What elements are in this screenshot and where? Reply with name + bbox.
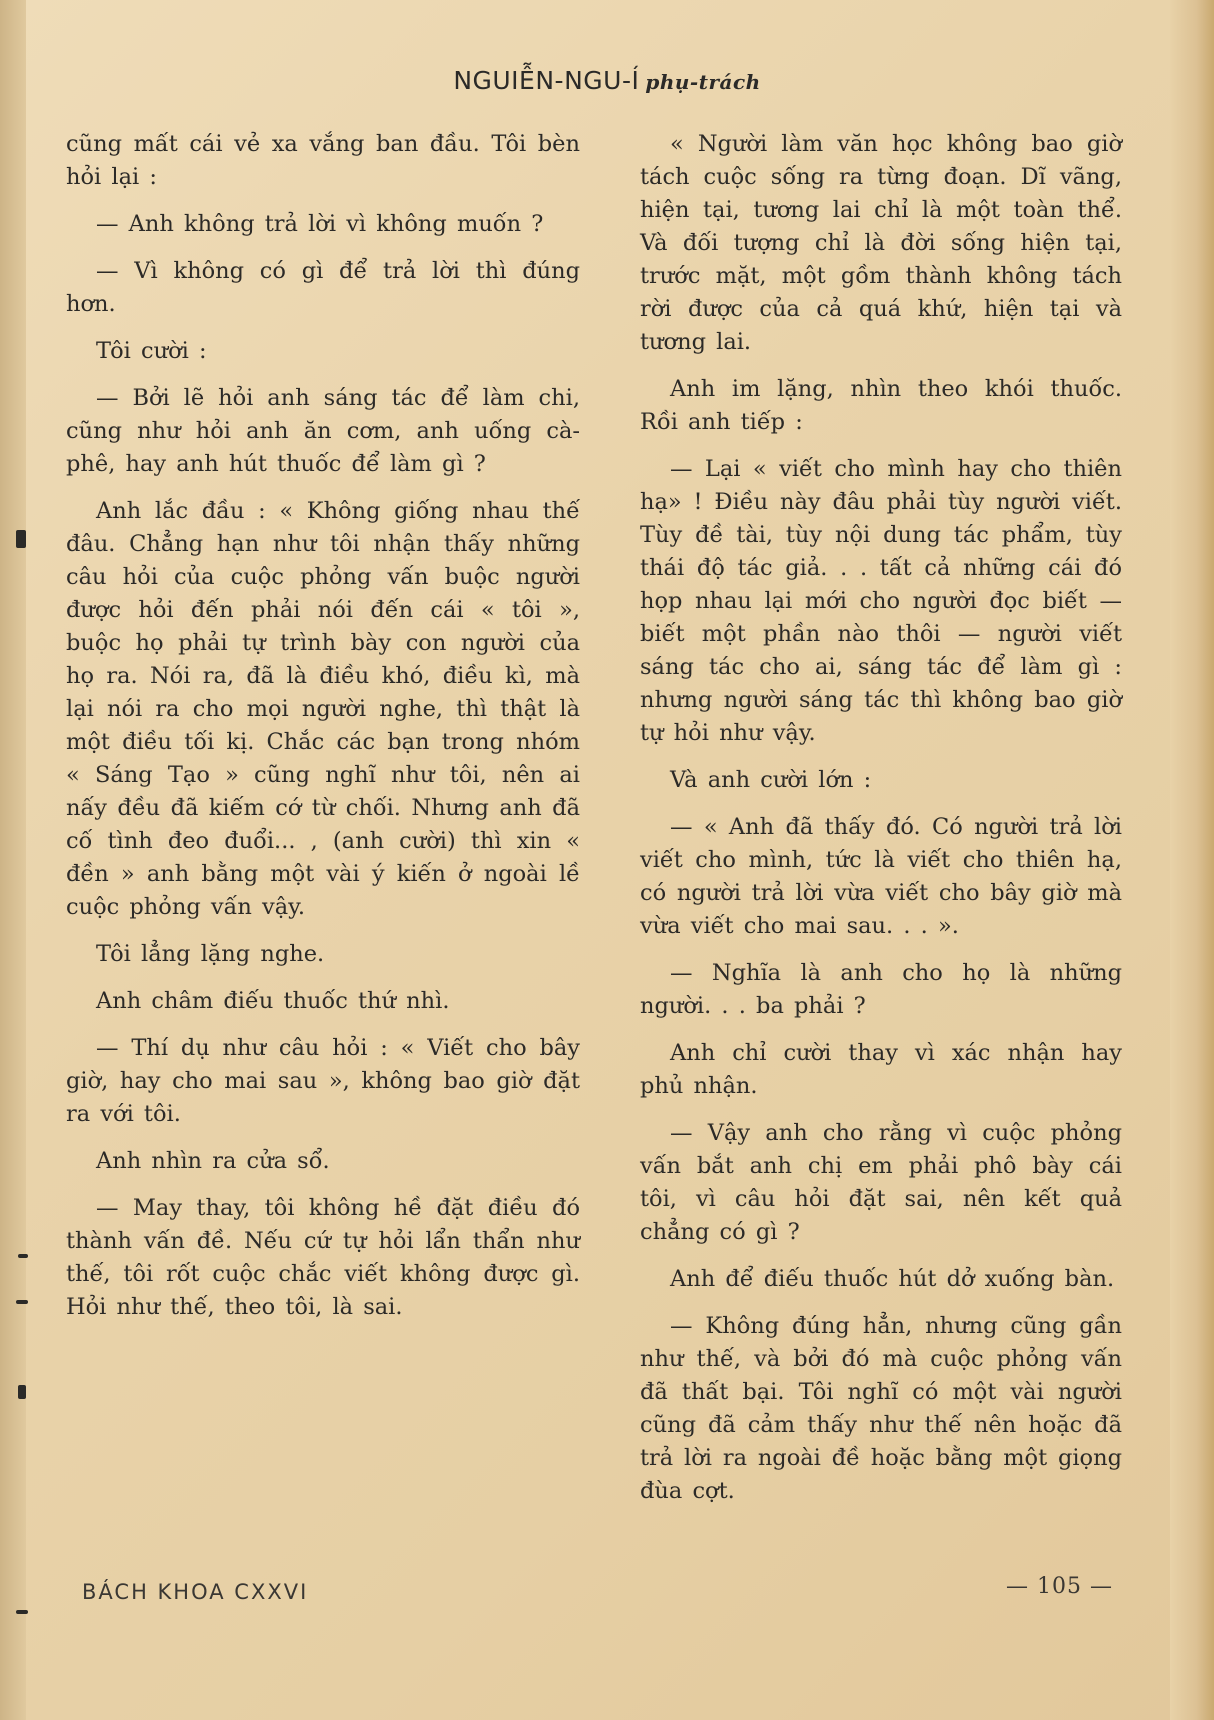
paragraph: Anh nhìn ra cửa sổ. (96, 1148, 330, 1174)
paragraph: — May thay, tôi không hề đặt điều đó thành vấn đề. Nếu cứ tự hỏi lẩn thẩn như thế, tôi rốt cuộc chắc viết không được gì. Hỏi như thế, theo tôi, là sai. (66, 1195, 580, 1320)
margin-mark (16, 1610, 28, 1614)
page-header (0, 66, 1214, 95)
paragraph: Tôi lẳng lặng nghe. (96, 941, 325, 967)
paper-left-edge (0, 0, 26, 1720)
paragraph: Anh lắc đầu : « Không giống nhau thế đâu. Chẳng hạn như tôi nhận thấy những câu hỏi của cuộc phỏng vấn buộc người được hỏi đến phải nói đến cái « tôi », buộc họ phải tự trình bày con người của họ ra. Nói ra, đã là điều khó, điều kì, mà lại nói ra cho mọi người nghe, thì thật là một điều tối kị. Chắc các bạn trong nhóm « Sáng Tạo » cũng nghĩ như tôi, nên ai nấy đều đã kiếm cớ từ chối. Nhưng anh đã cố tình đeo đuổi... , (anh cười) thì xin « đền » anh bằng một vài ý kiến ở ngoài lề cuộc phỏng vấn vậy. (66, 498, 580, 920)
paragraph: Anh chỉ cười thay vì xác nhận hay phủ nhận. (640, 1040, 1122, 1099)
paragraph: — Bởi lẽ hỏi anh sáng tác để làm chi, cũng như hỏi anh ăn cơm, anh uống cà-phê, hay anh hút thuốc để làm gì ? (66, 385, 580, 477)
page-number: — 105 — (1006, 1574, 1113, 1599)
header-editor: phụ-trách (645, 70, 761, 94)
paragraph: cũng mất cái vẻ xa vắng ban đầu. Tôi bèn hỏi lại : (66, 131, 580, 190)
right-column (640, 128, 1122, 1522)
paragraph: — Vì không có gì để trả lời thì đúng hơn. (66, 258, 580, 317)
paragraph: — Nghĩa là anh cho họ là những người. . . ba phải ? (640, 960, 1122, 1019)
margin-mark (16, 530, 26, 548)
paragraph: — Không đúng hẳn, nhưng cũng gần như thế, và bởi đó mà cuộc phỏng vấn đã thất bại. Tôi nghĩ có một vài người cũng đã cảm thấy như thế nên hoặc đã trả lời ra ngoài đề hoặc bằng một giọng đùa cợt. (640, 1313, 1122, 1504)
paragraph: — Lại « viết cho mình hay cho thiên hạ» ! Điều này đâu phải tùy người viết. Tùy đề tài, tùy nội dung tác phẩm, tùy thái độ tác giả. . . tất cả những cái đó họp nhau lại mới cho người đọc biết — biết một phần nào thôi — người viết sáng tác cho ai, sáng tác để làm gì : nhưng người sáng tác thì không bao giờ tự hỏi như vậy. (640, 456, 1122, 746)
margin-mark (16, 1300, 28, 1304)
magazine-footer: BÁCH KHOA CXXVI (82, 1580, 309, 1604)
paper-right-edge (1170, 0, 1214, 1720)
margin-mark (18, 1254, 28, 1258)
paragraph: Anh im lặng, nhìn theo khói thuốc. Rồi anh tiếp : (640, 376, 1122, 435)
paragraph: Anh để điếu thuốc hút dở xuống bàn. (670, 1266, 1115, 1292)
paragraph: Anh châm điếu thuốc thứ nhì. (96, 988, 450, 1014)
left-column (66, 128, 580, 1338)
paragraph: « Người làm văn học không bao giờ tách cuộc sống ra từng đoạn. Dĩ vãng, hiện tại, tương lai chỉ là một toàn thể. Và đối tượng chỉ là đời sống hiện tại, trước mặt, một gồm thành không tách rời được của cả quá khứ, hiện tại và tương lai. (640, 131, 1122, 355)
paragraph: Tôi cười : (96, 338, 207, 364)
margin-mark (18, 1385, 26, 1399)
paragraph: — Anh không trả lời vì không muốn ? (96, 211, 544, 237)
paragraph: — « Anh đã thấy đó. Có người trả lời viết cho mình, tức là viết cho thiên hạ, có người trả lời vừa viết cho bây giờ mà vừa viết cho mai sau. . . ». (640, 814, 1122, 939)
paragraph: — Thí dụ như câu hỏi : « Viết cho bây giờ, hay cho mai sau », không bao giờ đặt ra với tôi. (66, 1035, 580, 1127)
paragraph: — Vậy anh cho rằng vì cuộc phỏng vấn bắt anh chị em phải phô bày cái tôi, vì câu hỏi đặt sai, nên kết quả chẳng có gì ? (640, 1120, 1122, 1245)
header-title: NGUIỄN-NGU-Í (453, 66, 640, 95)
paragraph: Và anh cười lớn : (670, 767, 872, 793)
